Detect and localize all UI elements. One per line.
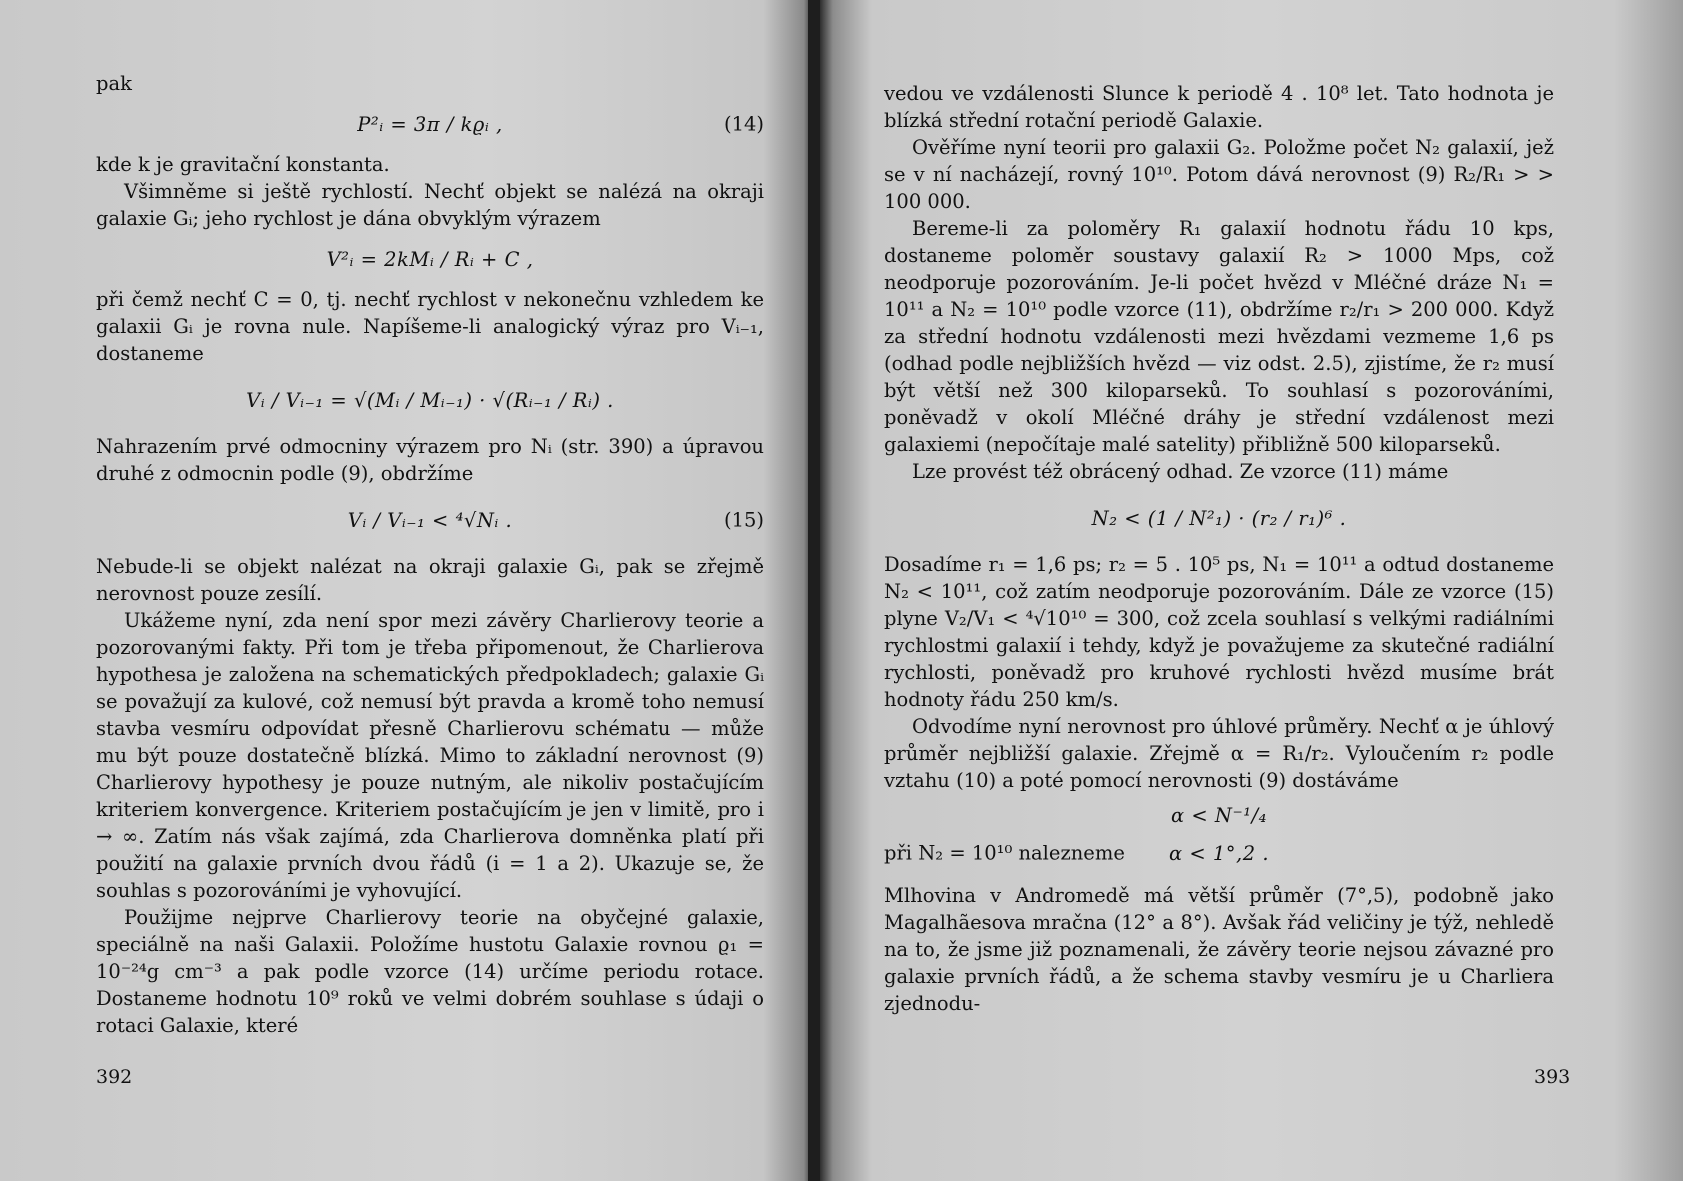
equation-formula: Vᵢ / Vᵢ₋₁ < ⁴√Nᵢ . [347, 508, 513, 532]
equation-number: (14) [723, 112, 764, 136]
paragraph: Nahrazením prvé odmocniny výrazem pro Nᵢ (str. 390) a úpravou druhé z odmocnin podle (9), obdržíme [96, 435, 764, 485]
page-number: 392 [96, 1066, 133, 1088]
paragraph: Odvodíme nyní nerovnost pro úhlové průměry. Nechť α je úhlový průměr nejbližší galaxie. Zřejmě α = R₁/r₂. Vyloučením r₂ podle vztahu (10) a poté pomocí nerovnosti (9) dostáváme [884, 715, 1554, 792]
paragraph: Dosadíme r₁ = 1,6 ps; r₂ = 5 . 10⁵ ps, N₁ = 10¹¹ a odtud dostaneme N₂ < 10¹¹, což zatím neodporuje pozorováním. Dále ze vzorce (15) plyne V₂/V₁ < ⁴√10¹⁰ = 300, což zcela souhlasí s velkými radiálními rychlostmi galaxií i tehdy, když je považujeme za skutečné radiální rychlosti, poněvadž pro kruhové rychlosti hvězd musíme brát hodnoty řádu 250 km/s. [884, 553, 1554, 711]
paragraph: Bereme-li za poloměry R₁ galaxií hodnotu řádu 10 kps, dostaneme poloměr soustavy galaxií R₂ > 1000 Mps, což neodporuje pozorováním. Je-li počet hvězd v Mléčné dráze N₁ = 10¹¹ a N₂ = 10¹⁰ podle vzorce (11), obdržíme r₂/r₁ > 200 000. Když za střední hodnotu vzdálenosti mezi hvězdami vezmeme 1,6 ps (odhad podle nejbližších hvězd — viz odst. 2.5), zjistíme, že r₂ musí být větší než 300 kiloparseků. To souhlasí s pozorováními, poněvadž v okolí Mléčné dráhy je střední vzdálenost mezi galaxiemi (nepočítaje malé satelity) přibližně 500 kiloparseků. [884, 217, 1554, 456]
paragraph: Mlhovina v Andromedě má větší průměr (7°,5), podobně jako Magalhãesova mračna (12° a 8°). Avšak řád veličiny je týž, nehledě na to, že jsme již poznamenali, že závěry teorie nejsou závazné pro galaxie prvních řádů, a že schema stavby vesmíru je u Charliera zjednodu- [884, 884, 1554, 1015]
paragraph: pak [96, 72, 132, 95]
equation-14 [96, 101, 764, 147]
equation-formula: α < 1°,2 . [1168, 841, 1270, 865]
right-text-column [884, 80, 1554, 1017]
paragraph: Lze provést též obrácený odhad. Ze vzorce (11) máme [912, 460, 1449, 483]
paragraph: při čemž nechť C = 0, tj. nechť rychlost v nekonečnu vzhledem ke galaxii Gᵢ je rovna nule. Napíšeme-li analogický výraz pro Vᵢ₋₁, dostaneme [96, 288, 764, 365]
left-page [0, 0, 812, 1181]
paragraph: Použijme nejprve Charlierovy teorie na obyčejné galaxie, speciálně na naši Galaxii. Položíme hustotu Galaxie rovnou ϱ₁ = 10⁻²⁴g cm⁻³ a pak podle vzorce (14) určíme periodu rotace. Dostaneme hodnotu 10⁹ roků ve velmi dobrém souhlase s údaji o rotaci Galaxie, které [96, 906, 764, 1037]
equation-alpha [884, 798, 1554, 832]
paragraph: Všimněme si ještě rychlostí. Nechť objekt se nalézá na okraji galaxie Gᵢ; jeho rychlost je dána obvyklým výrazem [96, 180, 764, 230]
equation-n2 [884, 489, 1554, 547]
right-page [820, 0, 1683, 1181]
equation-formula: N₂ < (1 / N²₁) · (r₂ / r₁)⁶ . [1091, 506, 1347, 530]
paragraph: vedou ve vzdálenosti Slunce k periodě 4 . 10⁸ let. Tato hodnota je blízká střední rotační periodě Galaxie. [884, 82, 1554, 132]
paragraph: kde k je gravitační konstanta. [96, 153, 390, 176]
paragraph: Ukážeme nyní, zda není spor mezi závěry Charlierovy teorie a pozorovanými fakty. Při tom je třeba připomenout, že Charlierova hypothesa je založena na schematických předpokladech; galaxie Gᵢ se považují za kulové, což nemusí být pravda a kromě toho nemusí stavba vesmíru odpovídat přesně Charlierovu schématu — může mu být pouze dostatečně blízká. Mimo to základní nerovnost (9) Charlierovy hypothesy je pouze nutným, ale nikoliv postačujícím kriteriem konvergence. Kriteriem postačujícím je jen v limitě, pro i → ∞. Zatím nás však zajímá, zda Charlierova domněnka platí při použití na galaxie prvních dvou řádů (i = 1 a 2). Ukazuje se, že souhlas s pozorováními je vyhovující. [96, 609, 764, 902]
equation-formula: P²ᵢ = 3π / kϱᵢ , [357, 112, 503, 136]
paragraph: při N₂ = 10¹⁰ nalezneme [884, 841, 1125, 865]
equation-alpha-value [884, 836, 1554, 870]
equation-number: (15) [723, 508, 764, 532]
page-number: 393 [1534, 1066, 1571, 1088]
equation-velocity [96, 236, 764, 282]
left-text-column [96, 70, 764, 1039]
equation-formula: α < N⁻¹/₄ [1171, 803, 1267, 827]
equation-ratio [96, 371, 764, 429]
equation-formula: Vᵢ / Vᵢ₋₁ = √(Mᵢ / Mᵢ₋₁) · √(Rᵢ₋₁ / Rᵢ) . [246, 388, 614, 412]
equation-formula: V²ᵢ = 2kMᵢ / Rᵢ + C , [326, 247, 534, 271]
paragraph: Ověříme nyní teorii pro galaxii G₂. Položme počet N₂ galaxií, jež se v ní nacházejí, rovný 10¹⁰. Potom dává nerovnost (9) R₂/R₁ > > 100 000. [884, 136, 1554, 213]
equation-15 [96, 491, 764, 549]
paragraph: Nebude-li se objekt nalézat na okraji galaxie Gᵢ, pak se zřejmě nerovnost pouze zesílí. [96, 555, 764, 605]
